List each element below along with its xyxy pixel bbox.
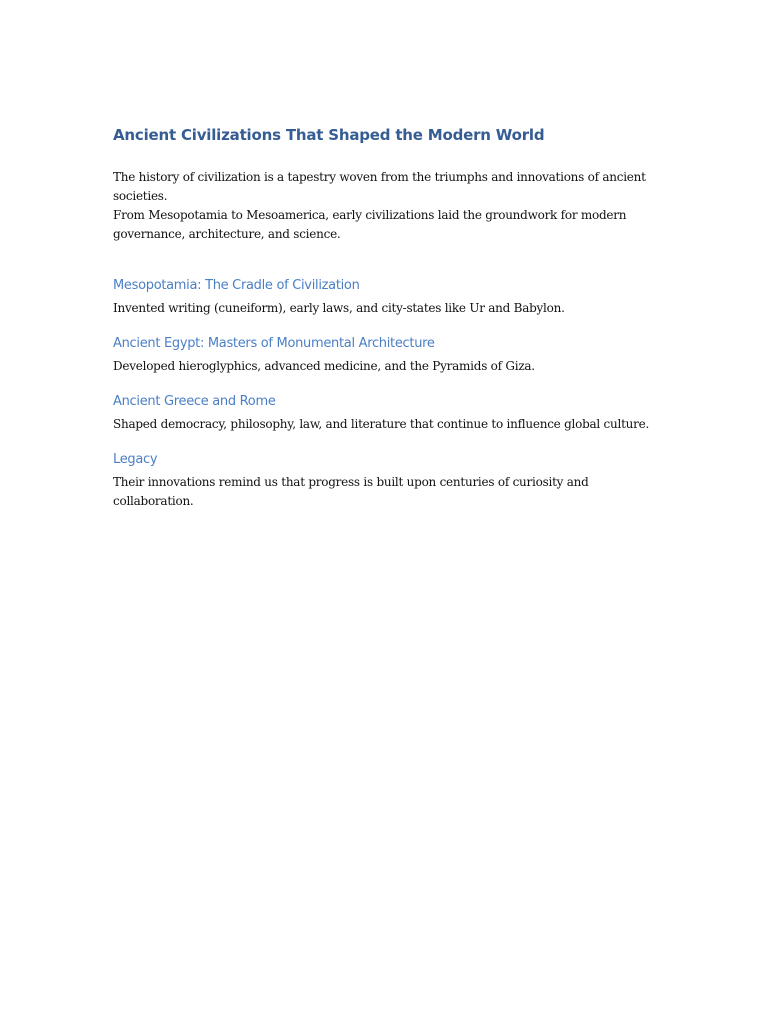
intro-paragraph: The history of civilization is a tapestry woven from the triumphs and innovations of ancient societies. <box>113 170 646 203</box>
section-body: Shaped democracy, philosophy, law, and literature that continue to influence global culture. <box>113 417 650 431</box>
section-list <box>113 275 768 511</box>
section-legacy <box>113 449 768 511</box>
section-heading: Legacy <box>113 452 158 467</box>
section-mesopotamia <box>113 275 768 318</box>
section-body: Developed hieroglyphics, advanced medicine, and the Pyramids of Giza. <box>113 359 535 373</box>
intro-paragraphs <box>113 168 661 244</box>
section-heading: Mesopotamia: The Cradle of Civilization <box>113 278 360 293</box>
document-title: Ancient Civilizations That Shaped the Modern World <box>113 126 545 144</box>
section-heading: Ancient Egypt: Masters of Monumental Architecture <box>113 336 435 351</box>
section-body: Their innovations remind us that progress is built upon centuries of curiosity and collaboration. <box>113 475 589 508</box>
section-greece-rome <box>113 391 768 434</box>
section-egypt <box>113 333 768 376</box>
section-body: Invented writing (cuneiform), early laws, and city-states like Ur and Babylon. <box>113 301 565 315</box>
intro-paragraph: From Mesopotamia to Mesoamerica, early civilizations laid the groundwork for modern governance, architecture, and science. <box>113 208 627 241</box>
section-heading: Ancient Greece and Rome <box>113 394 276 409</box>
